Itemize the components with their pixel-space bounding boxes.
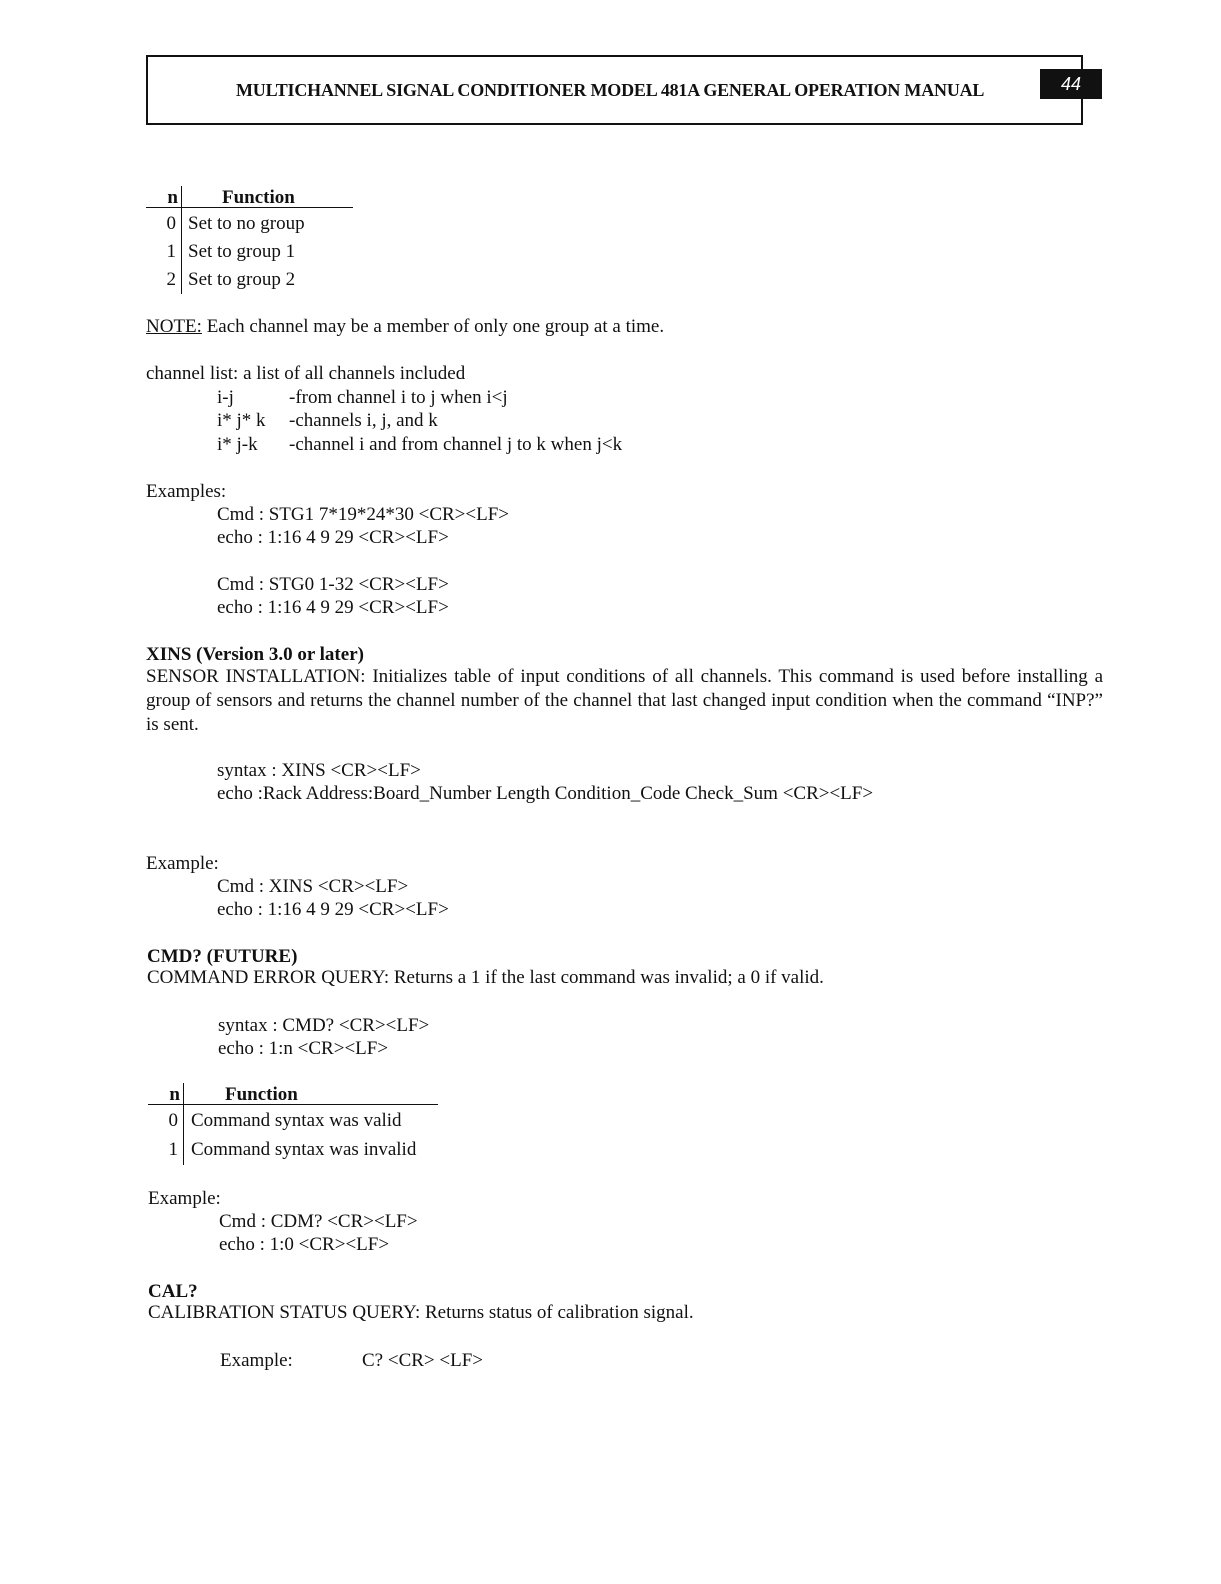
table-column-rule (183, 1083, 184, 1165)
cal-example-value: C? <CR> <LF> (362, 1350, 483, 1371)
example-echo: echo : 1:16 4 9 29 <CR><LF> (217, 527, 449, 548)
channel-list-intro: channel list: a list of all channels included (146, 363, 466, 384)
table-header-n: n (167, 187, 178, 208)
table-row-n: 0 (168, 1110, 178, 1131)
table-header-rule (148, 1104, 438, 1105)
table-row-function: Set to group 2 (188, 269, 296, 290)
channel-list-desc: -channels i, j, and k (289, 410, 438, 431)
xins-example-echo: echo : 1:16 4 9 29 <CR><LF> (217, 899, 449, 920)
channel-list-desc: -from channel i to j when i<j (289, 387, 508, 408)
example-echo: echo : 1:0 <CR><LF> (219, 1234, 390, 1255)
table-row-n: 1 (168, 1139, 178, 1160)
example-command: Cmd : STG0 1-32 <CR><LF> (217, 574, 449, 595)
xins-echo: echo :Rack Address:Board_Number Length Condition_Code Check_Sum <CR><LF> (217, 783, 874, 804)
table-row-function: Command syntax was invalid (191, 1139, 417, 1160)
examples-label: Examples: (146, 481, 227, 502)
channel-list-syntax: i-j (217, 387, 234, 408)
table-column-rule (181, 186, 182, 294)
example-command: Cmd : STG1 7*19*24*30 <CR><LF> (217, 504, 510, 525)
table-row-n: 1 (166, 241, 176, 262)
note-text: Each channel may be a member of only one group at a time. (201, 316, 665, 337)
xins-example-command: Cmd : XINS <CR><LF> (217, 876, 409, 897)
table-row-n: 2 (166, 269, 176, 290)
xins-description: SENSOR INSTALLATION: Initializes table of input conditions of all channels. This command is used before installing a group of sensors and returns the channel number of the channel that last changed input condition when the command “INP?” is sent. (146, 666, 1103, 735)
page-number: 44 (1040, 69, 1102, 99)
xins-example-label: Example: (146, 853, 219, 874)
table-row-function: Command syntax was valid (191, 1110, 402, 1131)
example-label: Example: (148, 1188, 221, 1209)
table-row-function: Set to group 1 (188, 241, 296, 262)
table-header-function: Function (222, 187, 295, 208)
note (146, 316, 664, 338)
channel-list-desc: -channel i and from channel j to k when j<k (289, 434, 623, 455)
section-heading-xins: XINS (Version 3.0 or later) (146, 644, 364, 665)
xins-syntax: syntax : XINS <CR><LF> (217, 760, 421, 781)
section-heading-cmd: CMD? (FUTURE) (147, 946, 298, 967)
table-header-n: n (169, 1084, 180, 1105)
channel-list-syntax: i* j-k (217, 434, 258, 455)
example-echo: echo : 1:16 4 9 29 <CR><LF> (217, 597, 449, 618)
page-header-title: MULTICHANNEL SIGNAL CONDITIONER MODEL 481A GENERAL OPERATION MANUAL (236, 80, 985, 100)
example-command: Cmd : CDM? <CR><LF> (219, 1211, 418, 1232)
cal-example-label: Example: (220, 1350, 293, 1371)
cal-description: CALIBRATION STATUS QUERY: Returns status of calibration signal. (148, 1302, 694, 1323)
note-label: NOTE: (146, 316, 202, 337)
table-header-rule (146, 207, 353, 208)
channel-list-syntax: i* j* k (217, 410, 266, 431)
cmd-syntax: syntax : CMD? <CR><LF> (218, 1015, 430, 1036)
table-header-function: Function (225, 1084, 298, 1105)
table-row-n: 0 (166, 213, 176, 234)
cmd-echo: echo : 1:n <CR><LF> (218, 1038, 389, 1059)
cmd-description: COMMAND ERROR QUERY: Returns a 1 if the last command was invalid; a 0 if valid. (147, 967, 824, 988)
table-row-function: Set to no group (188, 213, 305, 234)
section-heading-cal: CAL? (148, 1281, 198, 1302)
